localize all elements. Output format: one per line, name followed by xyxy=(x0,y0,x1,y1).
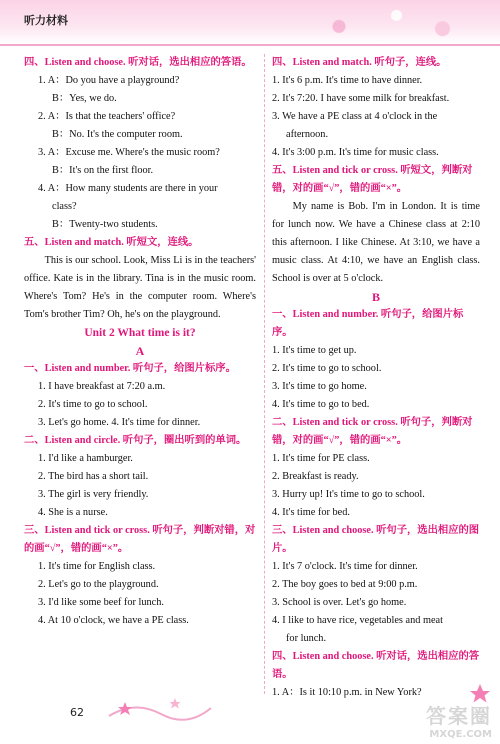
list-item: afternoon. xyxy=(286,129,329,140)
list-item: 1. I'd like a hamburger. xyxy=(38,453,133,464)
list-item: 3. Hurry up! It's time to go to school. xyxy=(272,489,425,500)
list-item: for lunch. xyxy=(286,633,327,644)
list-item: class? xyxy=(52,201,77,212)
section-title: 四、Listen and choose. 听对话，选出相应的答语。 xyxy=(24,57,252,68)
list-item: 4. It's time for bed. xyxy=(272,507,350,518)
list-item: 2. It's 7:20. I have some milk for breakfast. xyxy=(272,93,450,104)
list-item: 3. Let's go home. 4. It's time for dinner. xyxy=(38,417,201,428)
watermark-url: MXQE.COM xyxy=(429,729,492,740)
list-item: 3. A：Excuse me. Where's the music room? xyxy=(38,147,220,158)
list-item: 2. A：Is that the teachers' office? xyxy=(38,111,176,122)
list-item: 1. It's time for PE class. xyxy=(272,453,370,464)
header-title: 听力材料 xyxy=(24,14,68,27)
list-item: 2. It's time to go to school. xyxy=(272,363,382,374)
list-item: 1. It's 7 o'clock. It's time for dinner. xyxy=(272,561,418,572)
list-item: 4. At 10 o'clock, we have a PE class. xyxy=(38,615,189,626)
list-item: 2. It's time to go to school. xyxy=(38,399,148,410)
list-item: 2. Let's go to the playground. xyxy=(38,579,159,590)
list-item: B：It's on the first floor. xyxy=(52,165,154,176)
list-item: 3. The girl is very friendly. xyxy=(38,489,149,500)
page-header xyxy=(0,0,500,44)
list-item: B：Yes, we do. xyxy=(52,93,117,104)
section-title: 四、Listen and choose. 听对话，选出相应的答语。 xyxy=(272,651,480,680)
section-title: 二、Listen and circle. 听句子，圈出听到的单词。 xyxy=(24,435,247,446)
list-item: 3. I'd like some beef for lunch. xyxy=(38,597,164,608)
list-item: 3. It's time to go home. xyxy=(272,381,367,392)
watermark xyxy=(426,700,492,740)
section-title: 五、Listen and match. 听短文，连线。 xyxy=(24,237,199,248)
list-item: B：No. It's the computer room. xyxy=(52,129,183,140)
section-title: 三、Listen and tick or cross. 听句子，判断对错，对的画“√”，错的画“×”。 xyxy=(24,525,256,554)
left-column xyxy=(24,54,256,630)
list-item: 2. Breakfast is ready. xyxy=(272,471,359,482)
section-title: 五、Listen and tick or cross. 听短文，判断对错，对的画“√”，错的画“×”。 xyxy=(272,165,473,194)
list-item: B：Twenty-two students. xyxy=(52,219,158,230)
list-item: 1. It's time to get up. xyxy=(272,345,357,356)
list-item: 2. The bird has a short tail. xyxy=(38,471,149,482)
list-item: 1. A：Do you have a playground? xyxy=(38,75,180,86)
list-item: 4. It's 3:00 p.m. It's time for music class. xyxy=(272,147,439,158)
list-item: 4. I like to have rice, vegetables and meat xyxy=(272,615,443,626)
list-item: 4. A：How many students are there in your xyxy=(38,183,218,194)
right-column xyxy=(272,54,480,702)
list-item: 3. School is over. Let's go home. xyxy=(272,597,407,608)
list-item: 1. It's time for English class. xyxy=(38,561,156,572)
list-item: 1. A：Is it 10:10 p.m. in New York? xyxy=(272,687,422,698)
list-item: 2. The boy goes to bed at 9:00 p.m. xyxy=(272,579,418,590)
column-divider xyxy=(264,54,265,694)
list-item: 4. It's time to go to bed. xyxy=(272,399,370,410)
section-title: 三、Listen and choose. 听句子，选出相应的图片。 xyxy=(272,525,480,554)
section-title: 一、Listen and number. 听句子，给图片标序。 xyxy=(272,309,464,338)
page-number: 62 xyxy=(70,706,84,719)
unit-title: Unit 2 What time is it? xyxy=(84,327,196,339)
list-item: 1. I have breakfast at 7:20 a.m. xyxy=(38,381,166,392)
header-decoration xyxy=(270,0,500,44)
section-title: 四、Listen and match. 听句子，连线。 xyxy=(272,57,447,68)
list-item: 3. We have a PE class at 4 o'clock in the xyxy=(272,111,438,122)
footer-decoration xyxy=(105,694,215,724)
list-item: 1. It's 6 p.m. It's time to have dinner. xyxy=(272,75,423,86)
header-rule xyxy=(0,44,500,46)
section-title: 一、Listen and number. 听句子，给图片标序。 xyxy=(24,363,236,374)
passage: My name is Bob. I'm in London. It is time for lunch now. We have a Chinese class at 2:10 this afternoon. I like Chinese. At 3:10, we have a music class. At 4:10, we have an English class. School is over at 5 o'clock. xyxy=(272,201,480,284)
list-item: 4. She is a nurse. xyxy=(38,507,108,518)
watermark-text: 答案圈 xyxy=(426,704,492,728)
part-label: B xyxy=(371,290,380,304)
part-label: A xyxy=(135,344,145,358)
passage: This is our school. Look, Miss Li is in the teachers' office. Kate is in the library. Tina is in the music room. Where's Tom? He's in the computer room. Where's Tom's brother Tim? Oh, he's on the playground. xyxy=(24,255,256,320)
section-title: 二、Listen and tick or cross. 听句子，判断对错，对的画“√”，错的画“×”。 xyxy=(272,417,473,446)
